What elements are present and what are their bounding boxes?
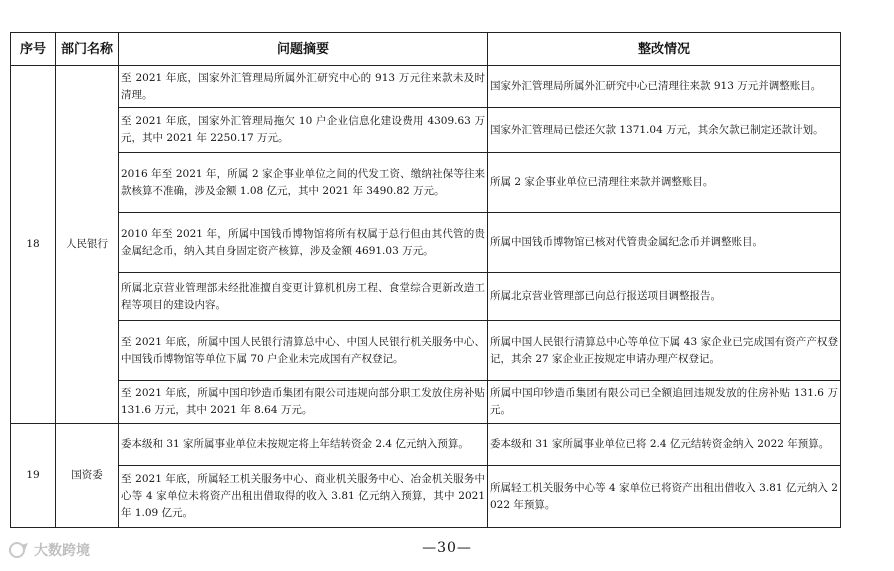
problem-cell: 至 2021 年底，国家外汇管理局拖欠 10 户企业信息化建设费用 4309.63 万元，其中 2021 年 2250.17 万元。 (119, 108, 488, 153)
header-dept: 部门名称 (56, 33, 119, 66)
problem-cell: 2010 年至 2021 年，所属中国钱币博物馆将所有权属于总行但由其代管的贵金属纪念币，纳入其自身固定资产核算，涉及金额 4691.03 万元。 (119, 213, 488, 273)
rectification-cell: 国家外汇管理局所属外汇研究中心已清理往来款 913 万元并调整账目。 (488, 66, 841, 108)
audit-table (10, 32, 841, 528)
row-index: 18 (11, 66, 56, 424)
row-dept: 国资委 (56, 424, 119, 528)
rectification-cell: 所属中国印钞造币集团有限公司已全额追回违规发放的住房补贴 131.6 万元。 (488, 381, 841, 424)
table-header-row (11, 33, 841, 66)
table-row (11, 381, 841, 424)
rectification-cell: 所属 2 家企事业单位已清理往来款并调整账目。 (488, 153, 841, 213)
table-row (11, 66, 841, 108)
problem-cell: 2016 年至 2021 年，所属 2 家企事业单位之间的代发工资、缴纳社保等往来款核算不准确，涉及金额 1.08 亿元，其中 2021 年 3490.82 万元。 (119, 153, 488, 213)
problem-cell: 所属北京营业管理部未经批准擅自变更计算机机房工程、食堂综合更新改造工程等项目的建设内容。 (119, 273, 488, 321)
problem-cell: 至 2021 年底，所属轻工机关服务中心、商业机关服务中心、冶金机关服务中心等 4 家单位未将资产出租出借取得的收入 3.81 亿元纳入预算，其中 2021 年 1.09 亿元。 (119, 466, 488, 528)
rectification-cell: 所属中国人民银行清算总中心等单位下属 43 家企业已完成国有资产产权登记，其余 27 家企业正按规定申请办理产权登记。 (488, 321, 841, 381)
table-row (11, 424, 841, 466)
table-row (11, 466, 841, 528)
rectification-cell: 所属轻工机关服务中心等 4 家单位已将资产出租出借收入 3.81 亿元纳入 2022 年预算。 (488, 466, 841, 528)
rectification-cell: 所属北京营业管理部已向总行报送项目调整报告。 (488, 273, 841, 321)
rectification-cell: 委本级和 31 家所属事业单位已将 2.4 亿元结转资金纳入 2022 年预算。 (488, 424, 841, 466)
header-index: 序号 (11, 33, 56, 66)
row-index: 19 (11, 424, 56, 528)
table-row (11, 213, 841, 273)
table-row (11, 321, 841, 381)
problem-cell: 委本级和 31 家所属事业单位未按规定将上年结转资金 2.4 亿元纳入预算。 (119, 424, 488, 466)
table-row (11, 108, 841, 153)
problem-cell: 至 2021 年底，所属中国人民银行清算总中心、中国人民银行机关服务中心、中国钱币博物馆等单位下属 70 户企业未完成国有产权登记。 (119, 321, 488, 381)
header-rectification: 整改情况 (488, 33, 841, 66)
table-row (11, 153, 841, 213)
problem-cell: 至 2021 年底，国家外汇管理局所属外汇研究中心的 913 万元往来款未及时清理。 (119, 66, 488, 108)
table-row (11, 273, 841, 321)
watermark-text: 大数跨境 (34, 543, 90, 559)
row-dept: 人民银行 (56, 66, 119, 424)
problem-cell: 至 2021 年底，所属中国印钞造币集团有限公司违规向部分职工发放住房补贴 131.6 万元，其中 2021 年 8.64 万元。 (119, 381, 488, 424)
rectification-cell: 国家外汇管理局已偿还欠款 1371.04 万元，其余欠款已制定还款计划。 (488, 108, 841, 153)
rectification-cell: 所属中国钱币博物馆已核对代管贵金属纪念币并调整账目。 (488, 213, 841, 273)
header-problem: 问题摘要 (119, 33, 488, 66)
page-number: —30— (422, 540, 472, 556)
